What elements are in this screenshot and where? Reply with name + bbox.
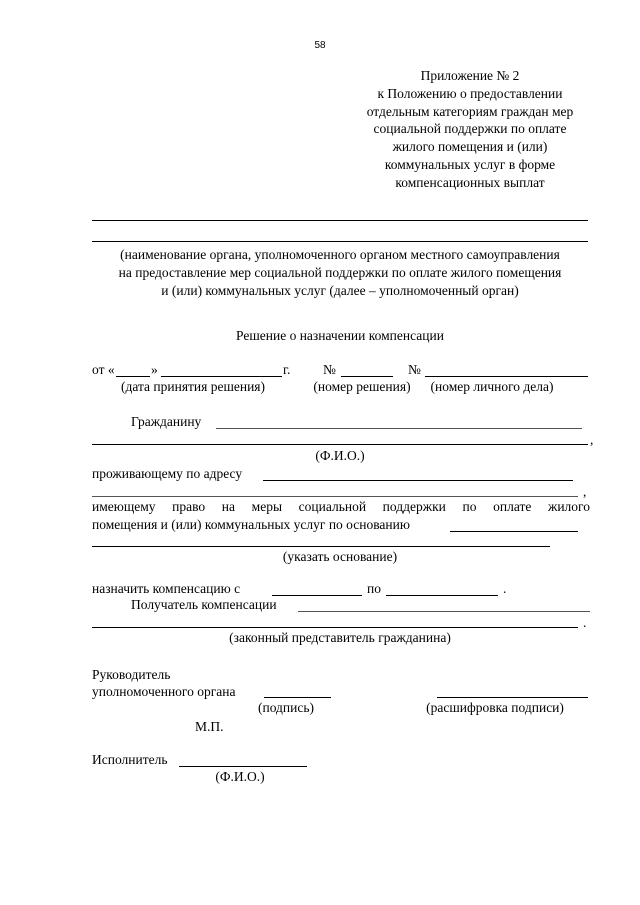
appendix-line: к Положению о предоставлении <box>377 85 563 101</box>
document-title: Решение о назначении компенсации <box>236 328 444 343</box>
date-day-field[interactable] <box>116 376 150 377</box>
fio-caption: (Ф.И.О.) <box>315 448 365 463</box>
recipient-caption: (законный представитель гражданина) <box>229 630 451 645</box>
appendix-line: компенсационных выплат <box>395 174 545 190</box>
address-field[interactable] <box>263 480 573 481</box>
appendix-header <box>350 67 590 192</box>
signature-field[interactable] <box>264 697 331 698</box>
date-month-field[interactable] <box>161 376 282 377</box>
basis-field[interactable] <box>450 531 578 532</box>
recipient-period: . <box>583 615 587 630</box>
organ-caption <box>80 246 600 300</box>
organ-caption-line: и (или) коммунальных услуг (далее – уполномоченный орган) <box>161 283 519 298</box>
citizen-name-field-2[interactable] <box>92 444 588 445</box>
right-text-line-1: имеющему право на меры социальной поддержки по оплате жилого <box>92 499 590 514</box>
executor-field[interactable] <box>179 766 307 767</box>
address-label: проживающему по адресу <box>92 466 243 481</box>
executor-caption: (Ф.И.О.) <box>215 769 265 784</box>
appendix-line: отдельным категориям граждан мер <box>366 103 574 119</box>
date-from-label: от « <box>92 362 115 377</box>
date-quote-close: » <box>151 362 158 377</box>
organ-caption-line: на предоставление мер социальной поддержки по оплате жилого помещения <box>118 265 562 280</box>
organ-line-2[interactable] <box>92 241 588 242</box>
organ-caption-line: (наименование органа, уполномоченного органом местного самоуправления <box>120 247 560 262</box>
recipient-field[interactable] <box>298 611 590 612</box>
start-date-field[interactable] <box>272 595 362 596</box>
page-number: 58 <box>314 40 326 51</box>
appendix-line: социальной поддержки по оплате <box>373 121 567 137</box>
decision-number-field[interactable] <box>341 376 393 377</box>
assign-label: назначить компенсацию с <box>92 581 241 596</box>
citizen-name-field[interactable] <box>216 428 582 429</box>
head-label-2: уполномоченного органа <box>92 684 236 699</box>
recipient-field-2[interactable] <box>92 627 578 628</box>
assign-period: . <box>503 581 507 596</box>
end-date-field[interactable] <box>386 595 498 596</box>
executor-label: Исполнитель <box>92 752 168 767</box>
appendix-line: жилого помещения и (или) <box>392 139 548 155</box>
appendix-line: коммунальных услуг в форме <box>384 156 556 172</box>
right-text-line-2: помещения и (или) коммунальных услуг по основанию <box>92 517 410 532</box>
appendix-line: Приложение № 2 <box>420 68 520 83</box>
case-number-caption: (номер личного дела) <box>430 379 554 394</box>
recipient-label: Получатель компенсации <box>131 597 277 612</box>
citizen-comma: , <box>590 432 594 447</box>
organ-line-1[interactable] <box>92 220 588 221</box>
case-number-field[interactable] <box>425 376 588 377</box>
head-label-1: Руководитель <box>92 667 171 682</box>
decision-number-label: № <box>323 362 336 377</box>
case-number-label: № <box>408 362 421 377</box>
signature-caption: (подпись) <box>257 700 315 715</box>
date-caption: (дата принятия решения) <box>120 379 266 394</box>
basis-caption: (указать основание) <box>282 549 398 564</box>
address-field-2[interactable] <box>92 496 578 497</box>
signature-decoding-caption: (расшифровка подписи) <box>426 700 564 715</box>
decision-number-caption: (номер решения) <box>313 379 411 394</box>
stamp-label: М.П. <box>195 719 224 734</box>
date-year-suffix: г. <box>283 362 291 377</box>
basis-field-2[interactable] <box>92 546 550 547</box>
signature-decoding-field[interactable] <box>437 697 588 698</box>
assign-po-label: по <box>367 581 381 596</box>
address-comma: , <box>583 484 587 499</box>
citizen-label: Гражданину <box>131 414 202 429</box>
